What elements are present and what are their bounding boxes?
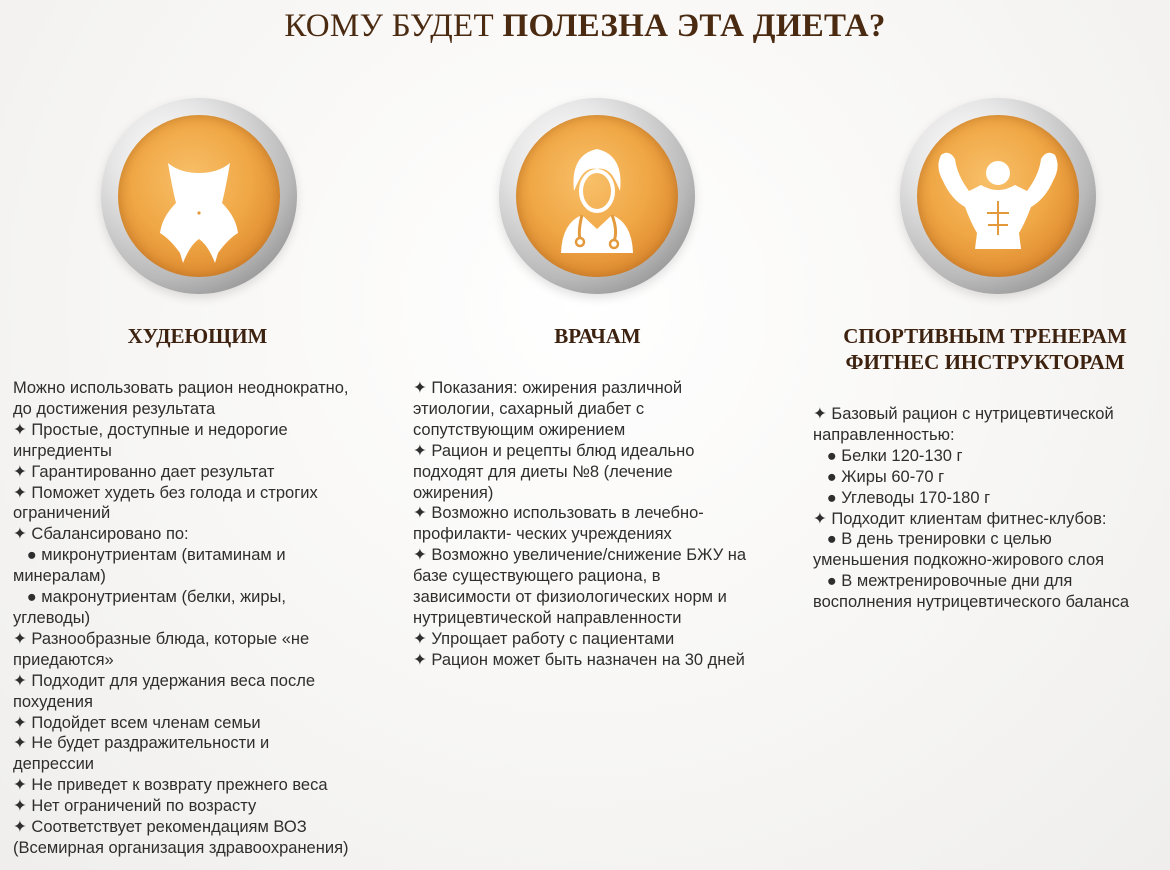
text-line: ● микронутриентам (витаминам и [13, 546, 286, 565]
text-line: восполнения нутрицевтического баланса [813, 593, 1130, 612]
icon-disc [118, 115, 280, 277]
text-line: направленностью: [813, 425, 955, 444]
text-line: уменьшения подкожно-жирового слоя [813, 551, 1105, 570]
text-line: ✦ Возможно увеличение/снижение БЖУ на [413, 546, 747, 565]
text-line: ● В межтренировочные дни для [813, 572, 1073, 591]
text-line: ✦ Поможет худеть без голода и строгих [13, 483, 318, 502]
text-line: ✦ Не будет раздражительности и [13, 734, 270, 753]
icon-ring [499, 98, 695, 294]
text-line: приедаются» [13, 650, 114, 669]
column-heading-line: ХУДЕЮЩИМ [127, 324, 268, 348]
text-line: ✦ Подходит клиентам фитнес-клубов: [813, 509, 1107, 528]
icon-ring [101, 98, 297, 294]
page-title-part1: КОМУ БУДЕТ [284, 8, 503, 44]
page-title [0, 8, 1170, 45]
text-line: похудения [13, 692, 93, 711]
column-text [413, 378, 746, 671]
column-heading-line: СПОРТИВНЫМ ТРЕНЕРАМ [843, 324, 1127, 348]
text-line: ✦ Гарантированно дает результат [13, 462, 275, 481]
text-line: ✦ Нет ограничений по возрасту [13, 797, 257, 816]
text-line: ✦ Подходит для удержания веса после [13, 671, 316, 690]
text-line: ожирения) [413, 483, 494, 502]
slim-waist-icon [118, 115, 280, 277]
text-line: этиологии, сахарный диабет с [413, 399, 645, 418]
icon-disc [516, 115, 678, 277]
text-line: ✦ Простые, доступные и недорогие [13, 420, 288, 439]
icon-ring [900, 98, 1096, 294]
page-title-part2: ПОЛЕЗНА ЭТА ДИЕТА? [502, 8, 886, 44]
text-line: ингредиенты [13, 441, 112, 460]
text-line: подходят для диеты №8 (лечение [413, 462, 673, 481]
text-line: ✦ Не приведет к возврату прежнего веса [13, 776, 328, 795]
text-line: Можно использовать рацион неоднократно, [13, 379, 349, 397]
column-text [813, 404, 1129, 613]
text-line: ✦ Рацион может быть назначен на 30 дней [413, 650, 745, 669]
text-line: ✦ Соответствует рекомендациям ВОЗ [13, 818, 307, 837]
text-line: ✦ Упрощает работу с пациентами [413, 629, 675, 648]
text-line: ● Углеводы 170-180 г [813, 488, 991, 507]
text-line: ● В день тренировки с целью [813, 530, 1052, 549]
text-line: до достижения результата [13, 399, 216, 418]
text-line: минералам) [13, 567, 106, 586]
icon-disc [917, 115, 1079, 277]
column-heading [0, 323, 395, 349]
text-line: депрессии [13, 755, 95, 774]
text-line: базе существующего рациона, в [413, 567, 661, 586]
text-line: ✦ Рацион и рецепты блюд идеально [413, 441, 695, 460]
text-line: зависимости от физиологических норм и [413, 588, 727, 607]
text-line: (Всемирная организация здравоохранения) [13, 838, 349, 857]
text-line: ✦ Возможно использовать в лечебно- [413, 504, 704, 523]
column-heading [800, 323, 1170, 375]
column-heading-line: ФИТНЕС ИНСТРУКТОРАМ [845, 350, 1125, 374]
text-line: сопутствующим ожирением [413, 420, 626, 439]
column-heading-line: ВРАЧАМ [554, 324, 641, 348]
text-line: нутрицевтической направленности [413, 608, 682, 627]
column-text [13, 378, 349, 859]
text-line: ✦ Разнообразные блюда, которые «не [13, 629, 310, 648]
text-line: ● Жиры 60-70 г [813, 467, 945, 486]
doctor-icon [516, 115, 678, 277]
text-line: ✦ Показания: ожирения различной [413, 379, 683, 397]
text-line: ✦ Сбалансировано по: [13, 525, 189, 544]
text-line: ● Белки 120-130 г [813, 446, 963, 465]
text-line: профилакти- ческих учреждениях [413, 525, 672, 544]
bodybuilder-icon [917, 115, 1079, 277]
column-heading [400, 323, 795, 349]
text-line: ✦ Базовый рацион с нутрицевтической [813, 405, 1114, 423]
text-line: углеводы) [13, 608, 91, 627]
text-line: ✦ Подойдет всем членам семьи [13, 713, 261, 732]
text-line: ● макронутриентам (белки, жиры, [13, 588, 286, 607]
text-line: ограничений [13, 504, 111, 523]
